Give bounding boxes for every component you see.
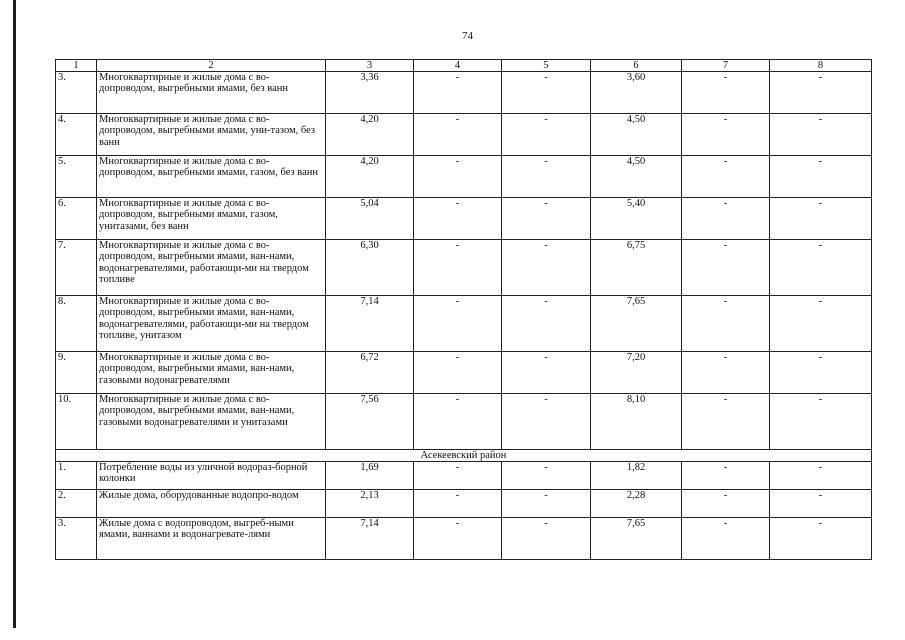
value-cell-c3: 7,56 xyxy=(326,394,414,450)
value-cell-c5: - xyxy=(502,462,591,490)
value-cell-c6: 5,40 xyxy=(591,198,682,240)
header-row xyxy=(56,60,872,72)
row-number-cell: 9. xyxy=(56,352,97,394)
value-cell-c3: 4,20 xyxy=(326,114,414,156)
value-cell-c3: 4,20 xyxy=(326,156,414,198)
value-cell-c3: 6,72 xyxy=(326,352,414,394)
row-number-cell: 8. xyxy=(56,296,97,352)
value-cell-c3: 1,69 xyxy=(326,462,414,490)
row-description-cell: Многоквартирные и жилые дома с во-допроводом, выгребными ямами, без ванн xyxy=(97,72,326,114)
table-row xyxy=(56,198,872,240)
value-cell-c3: 6,30 xyxy=(326,240,414,296)
page-number: 74 xyxy=(462,30,473,42)
value-cell-c7: - xyxy=(682,198,770,240)
row-description-cell: Многоквартирные и жилые дома с во-допроводом, выгребными ямами, ван-нами, водонагревателями, работающи-ми на твердом топливе, унитазом xyxy=(97,296,326,352)
table-row xyxy=(56,296,872,352)
row-number-cell: 7. xyxy=(56,240,97,296)
value-cell-c6: 6,75 xyxy=(591,240,682,296)
header-cell: 1 xyxy=(56,60,97,72)
value-cell-c3: 3,36 xyxy=(326,72,414,114)
row-description-cell: Многоквартирные и жилые дома с во-допроводом, выгребными ямами, ван-нами, газовыми водонагревателями и унитазами xyxy=(97,394,326,450)
row-number-cell: 2. xyxy=(56,490,97,518)
value-cell-c6: 7,65 xyxy=(591,518,682,560)
value-cell-c8: - xyxy=(770,518,872,560)
value-cell-c3: 7,14 xyxy=(326,296,414,352)
value-cell-c6: 3,60 xyxy=(591,72,682,114)
value-cell-c4: - xyxy=(414,240,502,296)
header-cell: 2 xyxy=(97,60,326,72)
value-cell-c5: - xyxy=(502,114,591,156)
value-cell-c7: - xyxy=(682,518,770,560)
table-row xyxy=(56,72,872,114)
row-description-cell: Многоквартирные и жилые дома с во-допроводом, выгребными ямами, ван-нами, водонагревателями, работающи-ми на твердом топливе xyxy=(97,240,326,296)
value-cell-c8: - xyxy=(770,296,872,352)
row-number-cell: 6. xyxy=(56,198,97,240)
value-cell-c8: - xyxy=(770,462,872,490)
table-row xyxy=(56,394,872,450)
value-cell-c7: - xyxy=(682,490,770,518)
row-number-cell: 5. xyxy=(56,156,97,198)
value-cell-c5: - xyxy=(502,198,591,240)
value-cell-c6: 7,20 xyxy=(591,352,682,394)
value-cell-c7: - xyxy=(682,296,770,352)
header-cell: 7 xyxy=(682,60,770,72)
value-cell-c8: - xyxy=(770,156,872,198)
header-cell: 5 xyxy=(502,60,591,72)
value-cell-c8: - xyxy=(770,72,872,114)
value-cell-c6: 8,10 xyxy=(591,394,682,450)
table-row xyxy=(56,352,872,394)
section-title: Асекеевский район xyxy=(56,450,872,462)
value-cell-c7: - xyxy=(682,156,770,198)
row-number-cell: 1. xyxy=(56,462,97,490)
row-description-cell: Жилые дома с водопроводом, выгреб-ными ямами, ваннами и водонагревате-лями xyxy=(97,518,326,560)
value-cell-c7: - xyxy=(682,114,770,156)
value-cell-c4: - xyxy=(414,490,502,518)
value-cell-c7: - xyxy=(682,394,770,450)
value-cell-c4: - xyxy=(414,198,502,240)
table-row xyxy=(56,518,872,560)
value-cell-c6: 4,50 xyxy=(591,156,682,198)
row-description-cell: Жилые дома, оборудованные водопро-водом xyxy=(97,490,326,518)
value-cell-c7: - xyxy=(682,72,770,114)
row-number-cell: 3. xyxy=(56,518,97,560)
value-cell-c8: - xyxy=(770,114,872,156)
table-row xyxy=(56,240,872,296)
value-cell-c6: 1,82 xyxy=(591,462,682,490)
value-cell-c5: - xyxy=(502,490,591,518)
header-cell: 3 xyxy=(326,60,414,72)
value-cell-c8: - xyxy=(770,240,872,296)
value-cell-c3: 2,13 xyxy=(326,490,414,518)
value-cell-c4: - xyxy=(414,394,502,450)
value-cell-c8: - xyxy=(770,490,872,518)
value-cell-c7: - xyxy=(682,352,770,394)
value-cell-c5: - xyxy=(502,518,591,560)
value-cell-c4: - xyxy=(414,296,502,352)
row-description-cell: Многоквартирные и жилые дома с во-допроводом, выгребными ямами, ван-нами, газовыми водонагревателями xyxy=(97,352,326,394)
header-cell: 8 xyxy=(770,60,872,72)
row-description-cell: Потребление воды из уличной водораз-борной колонки xyxy=(97,462,326,490)
value-cell-c5: - xyxy=(502,72,591,114)
row-description-cell: Многоквартирные и жилые дома с во-допроводом, выгребными ямами, уни-тазом, без ванн xyxy=(97,114,326,156)
value-cell-c3: 5,04 xyxy=(326,198,414,240)
row-number-cell: 3. xyxy=(56,72,97,114)
value-cell-c4: - xyxy=(414,352,502,394)
value-cell-c8: - xyxy=(770,352,872,394)
scan-edge-bar xyxy=(13,0,16,628)
value-cell-c8: - xyxy=(770,198,872,240)
value-cell-c4: - xyxy=(414,156,502,198)
value-cell-c5: - xyxy=(502,352,591,394)
value-cell-c4: - xyxy=(414,518,502,560)
value-cell-c6: 2,28 xyxy=(591,490,682,518)
value-cell-c5: - xyxy=(502,296,591,352)
header-cell: 6 xyxy=(591,60,682,72)
table-row xyxy=(56,114,872,156)
table-row xyxy=(56,490,872,518)
value-cell-c4: - xyxy=(414,72,502,114)
section-row xyxy=(56,450,872,462)
value-cell-c3: 7,14 xyxy=(326,518,414,560)
row-number-cell: 10. xyxy=(56,394,97,450)
table-row xyxy=(56,462,872,490)
value-cell-c7: - xyxy=(682,462,770,490)
table-row xyxy=(56,156,872,198)
row-description-cell: Многоквартирные и жилые дома с во-допроводом, выгребными ямами, газом, без ванн xyxy=(97,156,326,198)
row-description-cell: Многоквартирные и жилые дома с во-допроводом, выгребными ямами, газом, унитазами, без ванн xyxy=(97,198,326,240)
row-number-cell: 4. xyxy=(56,114,97,156)
tariff-table xyxy=(55,59,872,560)
value-cell-c7: - xyxy=(682,240,770,296)
value-cell-c5: - xyxy=(502,394,591,450)
header-cell: 4 xyxy=(414,60,502,72)
value-cell-c5: - xyxy=(502,156,591,198)
value-cell-c4: - xyxy=(414,462,502,490)
value-cell-c6: 7,65 xyxy=(591,296,682,352)
value-cell-c5: - xyxy=(502,240,591,296)
value-cell-c8: - xyxy=(770,394,872,450)
value-cell-c6: 4,50 xyxy=(591,114,682,156)
value-cell-c4: - xyxy=(414,114,502,156)
